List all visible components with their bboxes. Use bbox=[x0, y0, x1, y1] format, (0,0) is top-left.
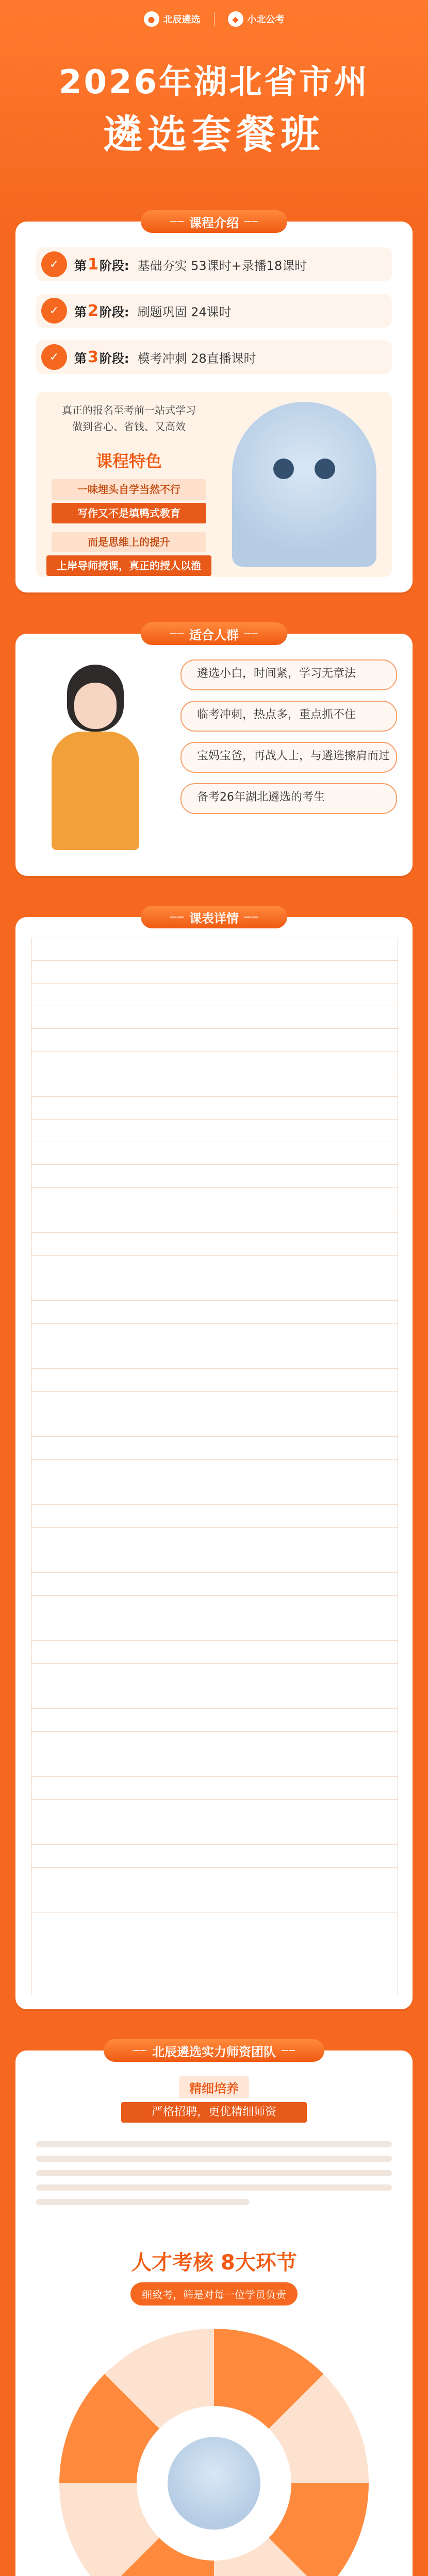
section-title-suitable: —— 适合人群 —— bbox=[141, 622, 287, 645]
feature-tag-3: 而是思维上的提升 bbox=[52, 532, 206, 552]
text-line bbox=[36, 2141, 392, 2147]
mascot-eye-icon bbox=[273, 459, 294, 479]
schedule-card bbox=[15, 911, 413, 2009]
suitable-item: 临考冲刺，热点多，重点抓不住 bbox=[180, 701, 397, 732]
check-icon: ✓ bbox=[41, 298, 67, 324]
mascot-illustration bbox=[232, 402, 376, 567]
phase-row-3 bbox=[36, 340, 392, 374]
phase-number: 3 bbox=[88, 348, 98, 366]
logo-bar bbox=[0, 11, 428, 27]
brand-mark-secondary-icon: ◆ bbox=[228, 11, 243, 27]
phase-row-1 bbox=[36, 247, 392, 281]
suitable-people-card bbox=[15, 628, 413, 876]
text-line bbox=[36, 2199, 250, 2205]
talent-assessment-heading: 人才考核 8大环节 bbox=[131, 2251, 297, 2275]
check-icon: ✓ bbox=[41, 344, 67, 370]
schedule-table bbox=[31, 938, 398, 1995]
suitable-item: 备考26年湖北遴选的考生 bbox=[180, 783, 397, 814]
brand-logo-primary bbox=[144, 11, 201, 27]
suitable-list bbox=[180, 659, 397, 824]
team-description bbox=[36, 2133, 392, 2226]
phase-description: 刷题巩固 24课时 bbox=[137, 304, 232, 319]
section-title-intro: —— 课程介绍 —— bbox=[141, 210, 287, 233]
phase-prefix: 第 bbox=[74, 351, 87, 366]
section-title-schedule: —— 课表详情 —— bbox=[141, 906, 287, 928]
phase-number: 1 bbox=[88, 255, 98, 274]
teacher-team-card bbox=[15, 2044, 413, 2576]
phase-suffix: 阶段: bbox=[99, 351, 129, 366]
hero-title-line1: 2026年湖北省市州 bbox=[58, 63, 370, 101]
phase-description: 基础夯实 53课时+录播18课时 bbox=[137, 258, 307, 273]
suitable-item: 宝妈宝爸，再战人士，与遴选擦肩而过 bbox=[180, 742, 397, 773]
feature-tag-2: 写作又不是填鸭式教育 bbox=[52, 503, 206, 523]
phase-description: 模考冲刺 28直播课时 bbox=[137, 351, 256, 366]
check-icon: ✓ bbox=[41, 251, 67, 277]
section-title-team: —— 北辰遴选实力师资团队 —— bbox=[104, 2039, 324, 2062]
brand-mark-icon: ● bbox=[144, 11, 159, 27]
team-subtitle: 精细培养 bbox=[179, 2076, 249, 2098]
intro-quote bbox=[46, 402, 211, 435]
intro-quote-line2: 做到省心、省钱、又高效 bbox=[72, 420, 186, 433]
suitable-item: 遴选小白，时间紧，学习无章法 bbox=[180, 659, 397, 690]
phase-row-2 bbox=[36, 294, 392, 328]
hero-title-line2: 遴选套餐班 bbox=[103, 111, 325, 157]
schedule-notes bbox=[31, 1912, 398, 1995]
intro-quote-line1: 真正的报名至考前一站式学习 bbox=[62, 404, 196, 416]
phase-number: 2 bbox=[88, 301, 98, 320]
brand-primary-name: 北辰遴选 bbox=[163, 14, 201, 25]
phase-suffix: 阶段: bbox=[99, 258, 129, 273]
phase-suffix: 阶段: bbox=[99, 304, 129, 319]
logo-divider bbox=[214, 12, 215, 26]
course-feature-title: 课程特色 bbox=[95, 451, 162, 471]
ring-mascot bbox=[168, 2437, 260, 2530]
brand-logo-secondary bbox=[228, 11, 285, 27]
team-red-banner: 严格招聘，更优精细师资 bbox=[121, 2102, 307, 2123]
brand-secondary-name: 小北公考 bbox=[247, 14, 285, 25]
feature-tag-1: 一味埋头自学当然不行 bbox=[52, 479, 206, 500]
course-feature-block bbox=[36, 392, 392, 577]
figure-body bbox=[52, 732, 139, 850]
assessment-ring-diagram bbox=[59, 2329, 369, 2576]
course-intro-card bbox=[15, 215, 413, 592]
feature-tag-4: 上岸导师授课，真正的授人以渔 bbox=[46, 555, 211, 576]
mascot-eye-icon bbox=[315, 459, 335, 479]
figure-face bbox=[74, 683, 117, 729]
text-line bbox=[36, 2170, 392, 2176]
hero-banner bbox=[0, 0, 428, 222]
phase-prefix: 第 bbox=[74, 258, 87, 273]
talent-assessment-subheading: 细致考，筛是对每一位学员负责 bbox=[130, 2282, 298, 2306]
phase-prefix: 第 bbox=[74, 304, 87, 319]
text-line bbox=[36, 2156, 392, 2162]
text-line bbox=[36, 2184, 392, 2191]
teacher-illustration bbox=[31, 654, 160, 860]
